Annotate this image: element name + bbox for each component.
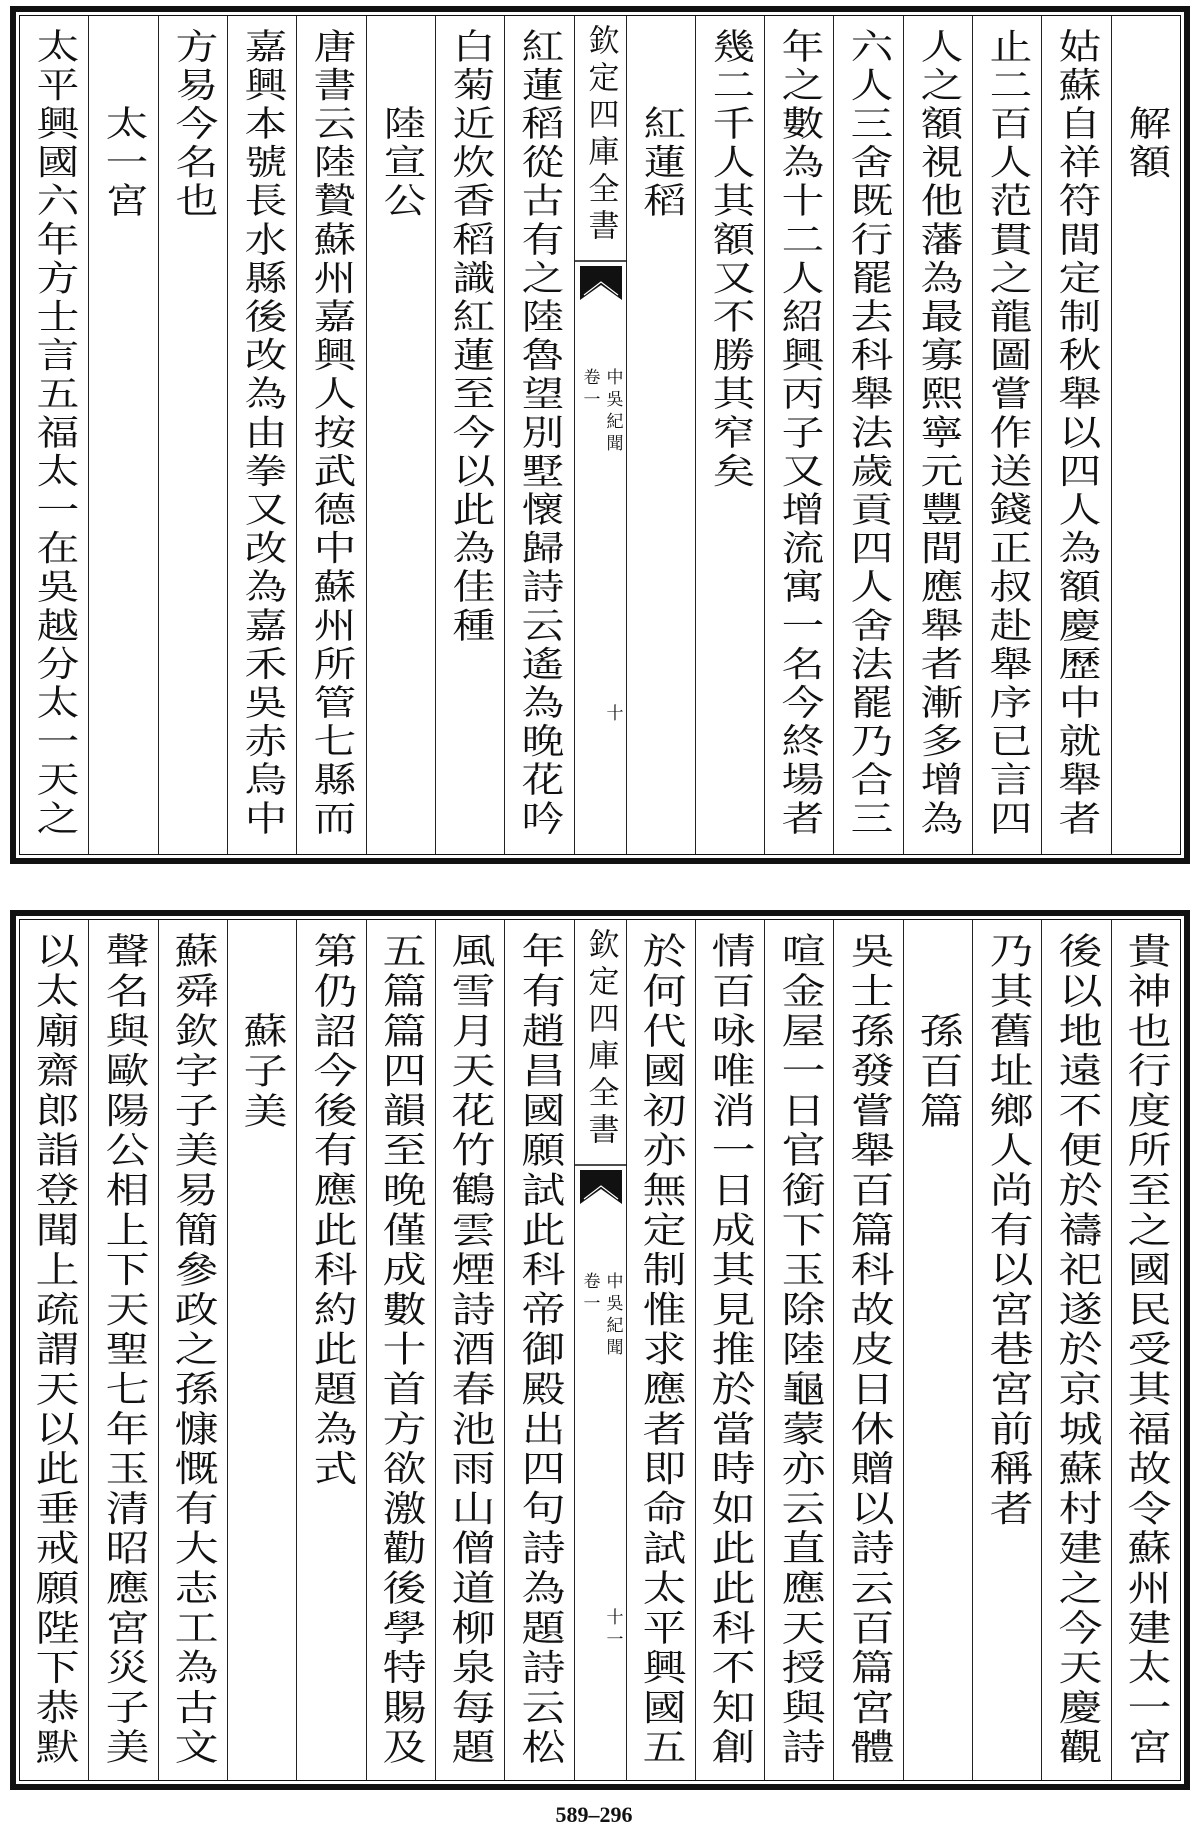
text-column [296,920,365,1780]
entry-heading: 孫百篇 [913,1011,964,1131]
text-column [158,16,227,854]
column-text: 五篇篇四韻至晚僅成數十首方欲激勸後學特賜及 [375,932,426,1768]
folio-number: 十 [602,704,623,726]
text-column [435,16,504,854]
heading-column [1111,16,1180,854]
column-text: 貴神也行度所至之國民受其福故令蘇州建太一宮 [1121,932,1172,1768]
entry-heading: 太一宮 [99,105,149,221]
column-grid [20,920,1180,1780]
column-text: 紅蓮稻從古有之陸魯望別墅懷歸詩云遙為晚花吟 [515,28,564,839]
column-text: 情百咏唯消一日成其見推於當時如此此科不知創 [705,932,756,1768]
text-column [764,920,833,1780]
column-text: 乃其舊址鄉人尚有以宮巷宮前稱者 [982,932,1033,1529]
text-column [20,16,88,854]
column-text: 風雪月天花竹鶴雲煙詩酒春池雨山僧道柳泉每題 [445,932,496,1768]
column-text: 年有趙昌國願試此科帝御殿出四句詩為題詩云松 [514,932,565,1768]
text-column [504,920,573,1780]
heading-column [903,920,972,1780]
heading-column [88,16,157,854]
text-column [626,920,695,1780]
fish-tail-mark [575,1164,627,1210]
scan-page-code: 589–296 [555,1802,633,1827]
text-column [1041,16,1110,854]
text-column [833,920,902,1780]
column-text: 聲名與歐陽公相上下天聖七年玉清昭應宮災子美 [98,932,149,1768]
text-column [972,16,1041,854]
work-title: 中吳紀聞 [602,1272,623,1360]
column-text: 以太廟齋郎詣登聞上疏謂天以此垂戒願陛下恭默 [29,932,80,1768]
text-column [227,16,296,854]
column-text: 幾二千人其額又不勝其窄矣 [705,28,755,492]
text-column [1041,920,1110,1780]
column-text: 於何代國初亦無定制惟求應者即命試太平興國五 [635,932,686,1768]
column-text: 太平興國六年方士言五福太一在吳越分太一天之 [29,28,79,839]
heading-column [366,16,435,854]
folio-number: 十一 [602,1608,623,1652]
text-column [972,920,1041,1780]
book-leaf-bottom [10,910,1190,1790]
column-text: 蘇舜欽字子美易簡參政之孫慷慨有大志工為古文 [168,932,219,1768]
column-text: 方易今名也 [168,28,218,221]
entry-heading: 解額 [1121,105,1171,183]
fish-tail-mark [575,260,627,306]
book-leaf-top [10,6,1190,864]
column-text: 喧金屋一日官銜下玉除陸龜蒙亦云直應天授與詩 [774,932,825,1768]
text-column [764,16,833,854]
text-column [695,16,764,854]
text-column [158,920,227,1780]
heading-column [227,920,296,1780]
center-fold-column [574,920,626,1780]
text-column [1111,920,1180,1780]
text-column [20,920,88,1780]
text-column [903,16,972,854]
text-column [695,920,764,1780]
series-title: 欽定四庫全書 [582,928,619,1150]
juan-label: 卷一 [579,368,600,412]
column-text: 吳士孫發嘗舉百篇科故皮日休贈以詩云百篇宮體 [843,932,894,1768]
column-text: 嘉興本號長水縣後改為由拳又改為嘉禾吳赤烏中 [237,28,287,839]
center-fold-column [574,16,626,854]
column-text: 第仍詔今後有應此科約此題為式 [306,932,357,1490]
text-column [435,920,504,1780]
text-column [833,16,902,854]
entry-heading: 陸宣公 [376,105,426,221]
column-grid [20,16,1180,854]
inner-border [19,919,1181,1781]
column-text: 白菊近炊香稻識紅蓮至今以此為佳種 [445,28,495,646]
column-text: 人之額視他藩為最寡熙寧元豐間應舉者漸多增為 [913,28,963,839]
work-title: 中吳紀聞 [602,368,623,456]
column-text: 姑蘇自祥符間定制秋舉以四人為額慶歷中就舉者 [1052,28,1102,839]
heading-column [626,16,695,854]
column-text: 六人三舍既行罷去科舉法歲貢四人舍法罷乃合三 [844,28,894,839]
column-text: 後以地遠不便於禱祀遂於京城蘇村建之今天慶觀 [1051,932,1102,1768]
entry-heading: 紅蓮稻 [636,105,686,221]
text-column [296,16,365,854]
inner-border [19,15,1181,855]
series-title: 欽定四庫全書 [582,24,619,246]
text-column [88,920,157,1780]
column-text: 唐書云陸贄蘇州嘉興人按武德中蘇州所管七縣而 [307,28,356,839]
column-text: 年之數為十二人紹興丙子又增流寓一名今終場者 [775,28,824,839]
text-column [366,920,435,1780]
column-text: 止二百人范貫之龍圖嘗作送錢正叔赴舉序已言四 [982,28,1032,839]
juan-label: 卷一 [579,1272,600,1316]
entry-heading: 蘇子美 [237,1011,288,1131]
text-column [504,16,573,854]
